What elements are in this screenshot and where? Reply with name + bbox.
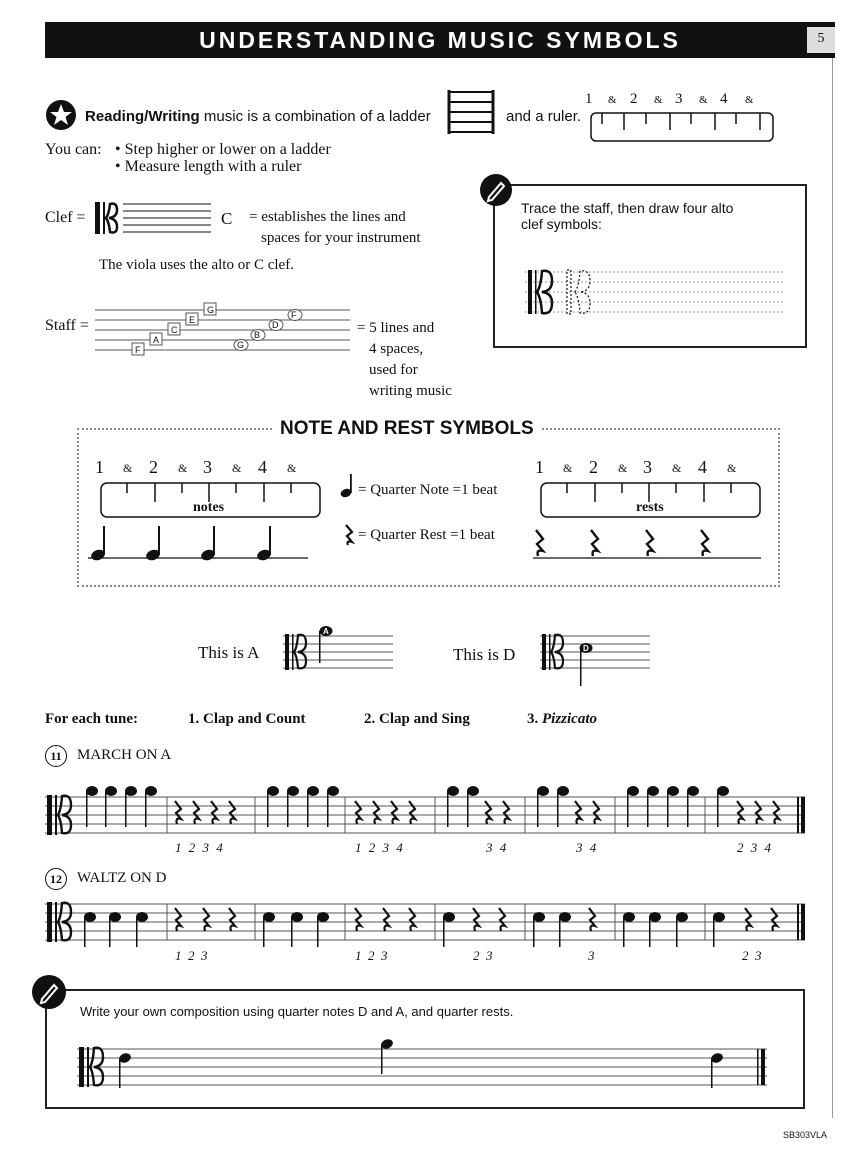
you-can-label: You can:: [45, 141, 102, 158]
clef-desc-2: spaces for your instrument: [261, 230, 421, 246]
quarter-rest-def: = Quarter Rest =1 beat: [358, 527, 495, 543]
staff-desc: = 5 lines and 4 spaces, used for writing music: [357, 320, 452, 399]
tune-11-count-1: 1 2 3 4: [175, 840, 223, 855]
page-header: [45, 22, 835, 58]
tune-12-title: WALTZ ON D: [77, 870, 167, 886]
staff-note-f: F: [135, 345, 141, 355]
staff-diagram: [95, 300, 355, 354]
example-a-note: A: [323, 627, 329, 636]
tune-12-staff: [45, 898, 807, 950]
tune-11-staff: [45, 775, 807, 837]
instructions-lead: For each tune:: [45, 711, 139, 727]
staff-note-b: B: [254, 330, 261, 340]
bullet-list: [115, 141, 331, 175]
composition-staff[interactable]: [77, 1031, 777, 1091]
staff-note-g1: G: [207, 305, 215, 315]
intro-bold: Reading/Writing: [85, 108, 200, 125]
quarter-note-icon: [340, 474, 356, 498]
clef-note: The viola uses the alto or C clef.: [99, 257, 294, 273]
tune-11-count-5: 2 3 4: [737, 840, 771, 855]
example-d-staff: [540, 632, 652, 688]
ladder-icon: [447, 90, 495, 134]
quarter-rest-icon: [343, 524, 355, 546]
tune-12-count-5: 2 3: [742, 948, 762, 963]
example-a-label: This is A: [198, 643, 260, 662]
example-d-note: D: [583, 644, 589, 653]
rests-row: [533, 528, 761, 560]
intro-text: [85, 108, 431, 125]
pencil-icon: [32, 975, 66, 1009]
tune-11-count-2: 1 2 3 4: [355, 840, 403, 855]
staff-note-f2: F: [291, 310, 297, 320]
tune-12-count-1: 1 2 3: [175, 948, 208, 963]
tune-11-title: MARCH ON A: [77, 747, 172, 763]
composition-instructions: Write your own composition using quarter notes D and A, and quarter rests.: [80, 1004, 514, 1019]
tune-11-count-4: 3 4: [576, 840, 597, 855]
alto-clef-icon: [93, 200, 211, 238]
tune-12-count-3: 2 3: [473, 948, 493, 963]
example-d-label: This is D: [453, 645, 516, 664]
composition-box: [45, 989, 805, 1109]
staff-label: Staff =: [45, 317, 89, 334]
clef-letter: C: [221, 209, 233, 228]
page-title: UNDERSTANDING MUSIC SYMBOLS: [199, 27, 681, 53]
tune-11-number: 11: [45, 745, 67, 767]
star-icon: [46, 100, 76, 130]
ruler-icon: [590, 112, 774, 142]
rests-label: rests: [636, 500, 664, 515]
staff-note-d: D: [272, 320, 279, 330]
tune-12-count-4: 3: [588, 948, 595, 963]
note-rest-title: NOTE AND REST SYMBOLS: [272, 418, 542, 440]
notes-label: notes: [193, 500, 225, 515]
instruction-step-1: 1. Clap and Count: [188, 711, 306, 727]
notes-row: [88, 520, 308, 562]
bullet-item: • Step higher or lower on a ladder: [115, 141, 331, 158]
page-number: 5: [807, 27, 835, 53]
clef-label: Clef =: [45, 209, 86, 226]
tune-12-number: 12: [45, 868, 67, 890]
trace-instructions: Trace the staff, then draw four alto clef symbols:: [521, 200, 734, 232]
quarter-note-def: = Quarter Note =1 beat: [358, 482, 498, 498]
example-a-staff: [283, 622, 395, 674]
trace-staff[interactable]: [525, 268, 785, 320]
footer-code: SB303VLA: [783, 1130, 828, 1140]
staff-note-c: C: [171, 325, 178, 335]
staff-note-e: E: [189, 315, 196, 325]
pencil-icon: [480, 174, 512, 206]
intro-body: music is a combination of a ladder: [203, 108, 431, 125]
bullet-item: • Measure length with a ruler: [115, 158, 302, 175]
staff-note-a: A: [153, 335, 160, 345]
tune-12-count-2: 1 2 3: [355, 948, 388, 963]
instruction-step-2: 2. Clap and Sing: [364, 711, 470, 727]
ruler-text: and a ruler.: [506, 108, 582, 125]
staff-note-g2: G: [237, 340, 245, 350]
instruction-step-3: 3. Pizzicato: [527, 711, 597, 727]
trace-box: [493, 184, 807, 348]
margin-rule: [832, 58, 833, 1118]
tune-11-count-3: 3 4: [486, 840, 507, 855]
clef-desc-1: = establishes the lines and: [249, 209, 406, 225]
